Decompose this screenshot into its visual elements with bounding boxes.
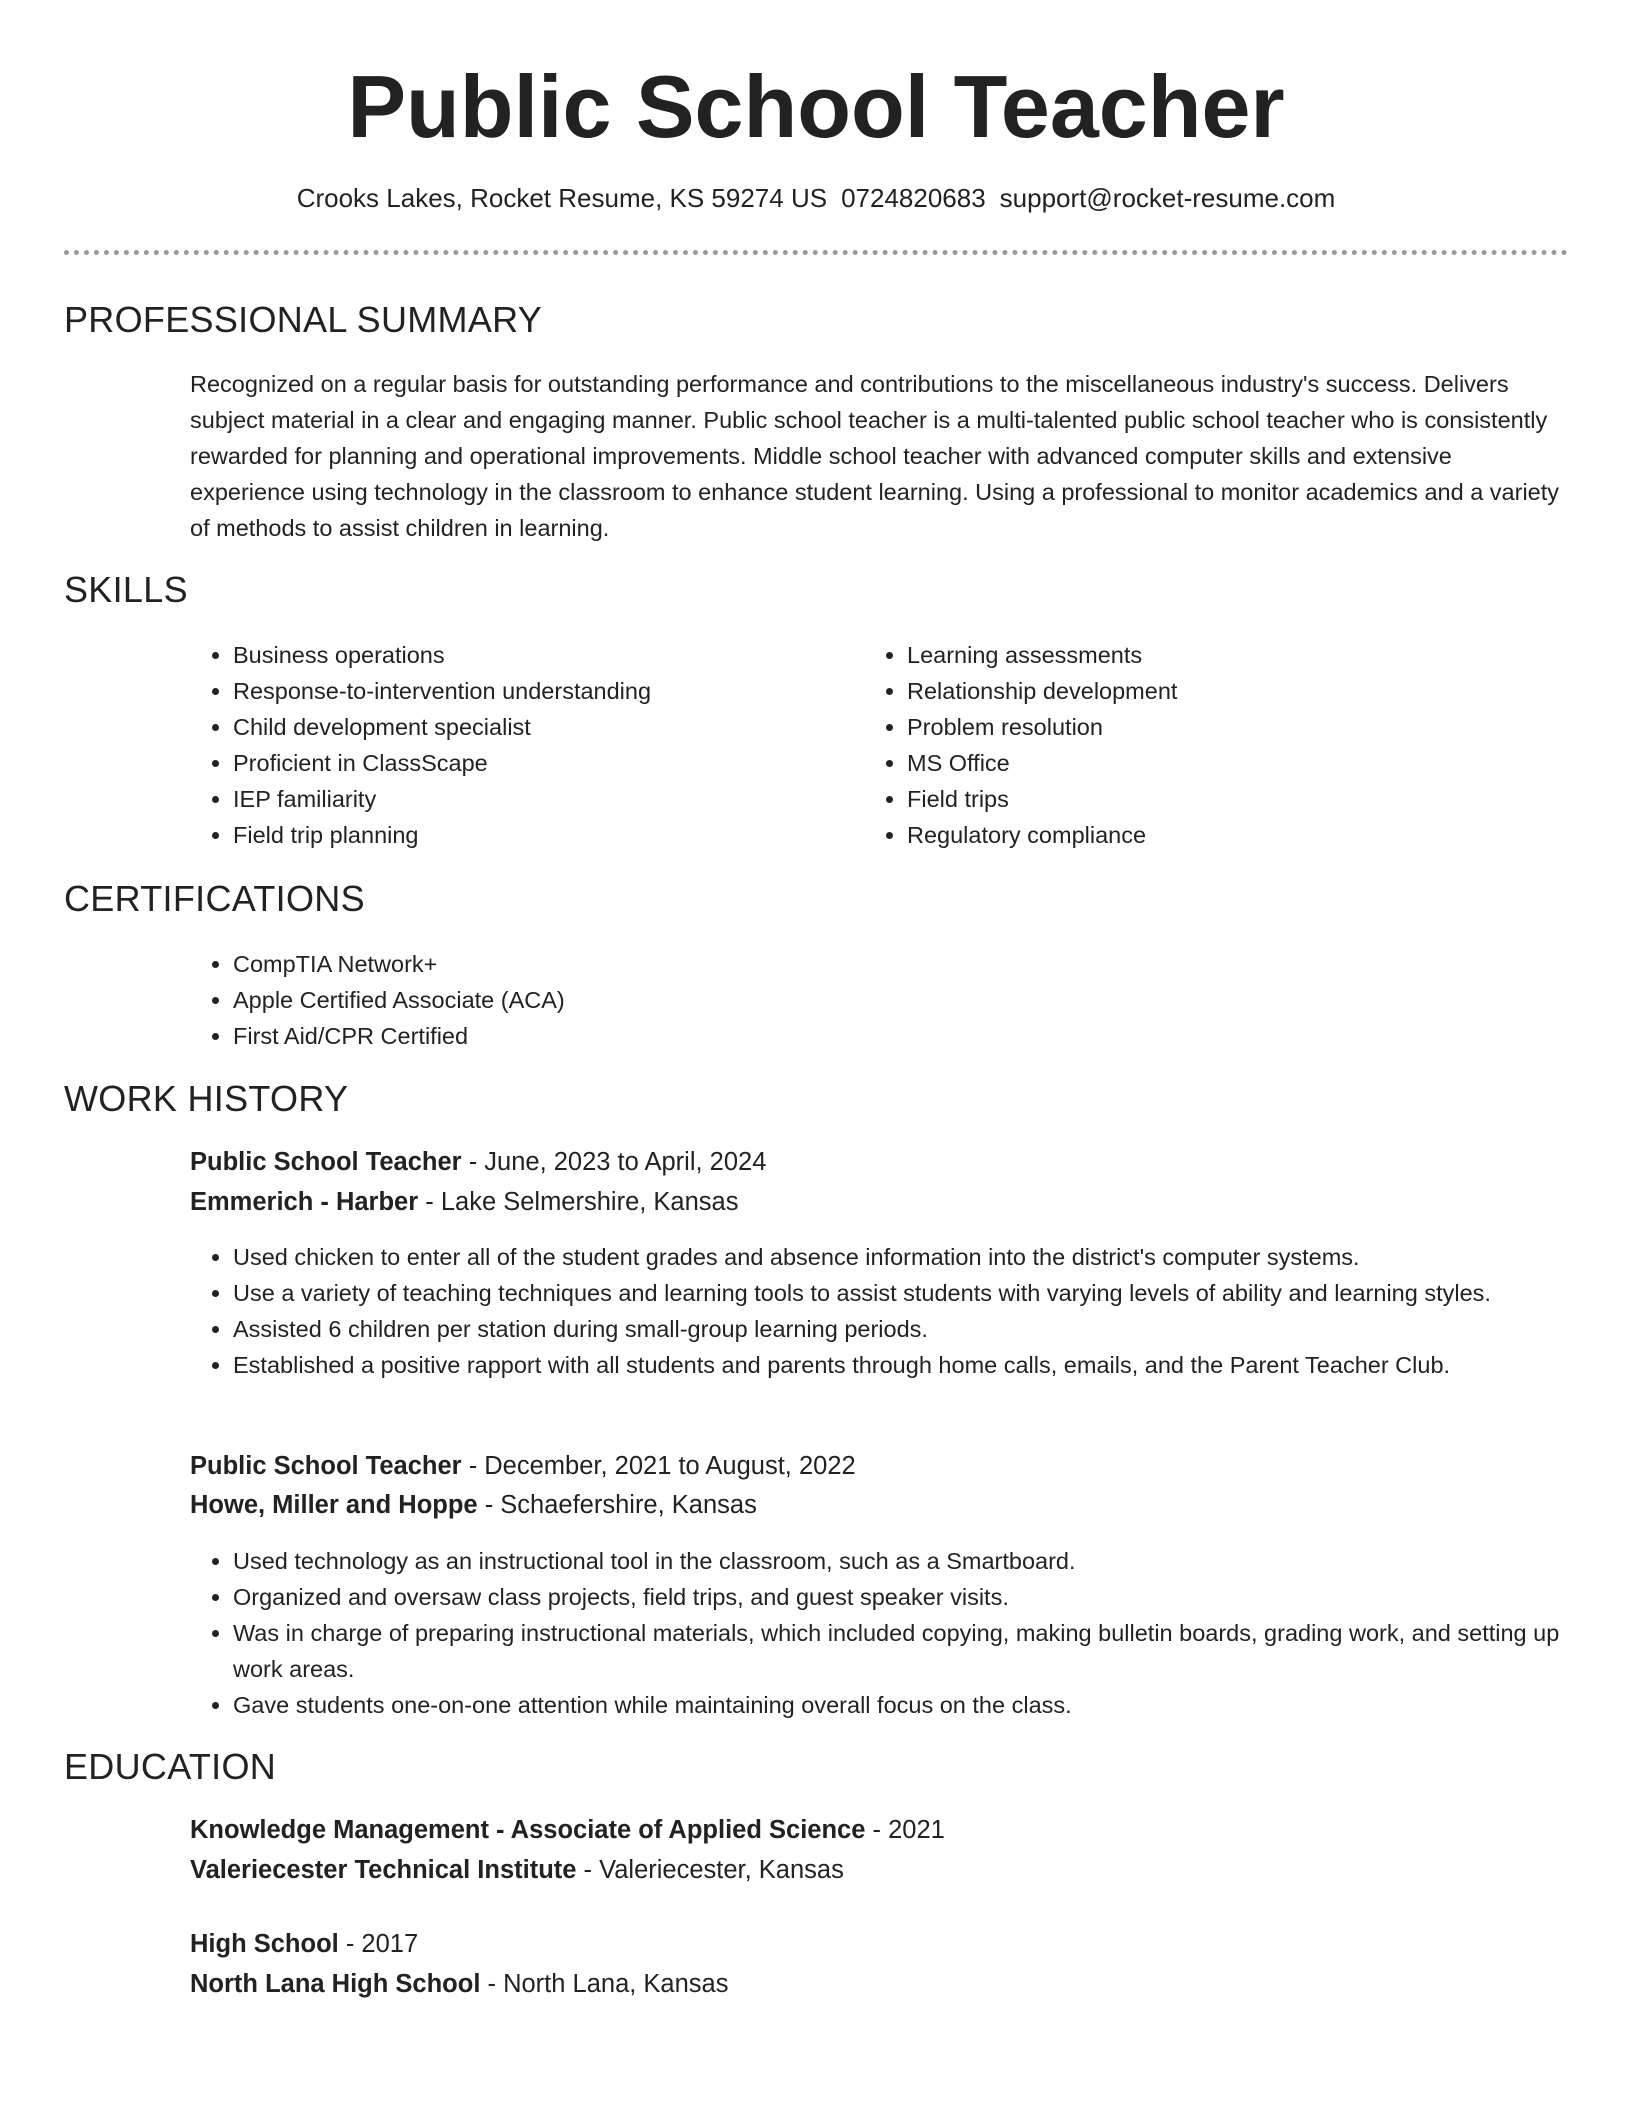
job-role: Public School Teacher [190, 1452, 462, 1480]
job-company-line [190, 1486, 757, 1524]
job-bullet: • Established a positive rapport with all students and parents through home calls, emails, and the Parent Teacher Club. [233, 1347, 1573, 1383]
skills-heading: SKILLS [64, 569, 188, 610]
header-divider [64, 250, 1568, 255]
skill-item: • Relationship development [907, 673, 1507, 709]
education-school: North Lana High School [190, 1970, 481, 1998]
job-bullet: • Used chicken to enter all of the student grades and absence information into the district's computer systems. [233, 1239, 1573, 1275]
skill-item: • Regulatory compliance [907, 817, 1507, 853]
education-year: - 2021 [865, 1816, 945, 1844]
candidate-name: Public School Teacher [347, 57, 1285, 156]
education-degree: High School [190, 1930, 339, 1958]
skill-item: • Problem resolution [907, 709, 1507, 745]
job-company-line [190, 1183, 738, 1221]
skill-item: • Field trip planning [233, 817, 833, 853]
job-bullet: • Gave students one-on-one attention while maintaining overall focus on the class. [233, 1687, 1573, 1723]
skill-item: • IEP familiarity [233, 781, 833, 817]
contact-email: support@rocket-resume.com [999, 183, 1336, 213]
job-location: - Lake Selmershire, Kansas [418, 1188, 739, 1216]
job-dates: - December, 2021 to August, 2022 [461, 1452, 856, 1480]
job-title-line [190, 1447, 856, 1485]
education-year: - 2017 [338, 1930, 419, 1958]
skills-list-left [190, 637, 833, 853]
skill-item: • Child development specialist [233, 709, 833, 745]
job-bullet: • Assisted 6 children per station during small-group learning periods. [233, 1311, 1573, 1347]
skills-list-right [864, 637, 1507, 853]
education-heading: EDUCATION [64, 1746, 277, 1787]
skill-item: • Learning assessments [907, 637, 1507, 673]
skill-item: • Field trips [907, 781, 1507, 817]
job-bullet: • Organized and oversaw class projects, field trips, and guest speaker visits. [233, 1579, 1573, 1615]
education-location: - Valeriecester, Kansas [576, 1856, 844, 1884]
job-bullets [190, 1543, 1573, 1723]
job-bullet: • Use a variety of teaching techniques and learning tools to assist students with varying levels of ability and learning styles. [233, 1275, 1573, 1311]
education-degree-line [190, 1925, 418, 1963]
summary-heading: PROFESSIONAL SUMMARY [64, 299, 543, 340]
job-bullet: • Was in charge of preparing instructional materials, which included copying, making bulletin boards, grading work, and setting up work areas. [233, 1615, 1573, 1687]
education-school-line [190, 1851, 844, 1889]
skill-item: • Business operations [233, 637, 833, 673]
skill-item: • Response-to-intervention understanding [233, 673, 833, 709]
job-role: Public School Teacher [190, 1148, 462, 1176]
job-company: Howe, Miller and Hoppe [190, 1491, 478, 1519]
contact-address: Crooks Lakes, Rocket Resume, KS 59274 US [296, 183, 828, 213]
certification-item: • CompTIA Network+ [233, 946, 1233, 982]
job-bullets [190, 1239, 1573, 1383]
job-location: - Schaefershire, Kansas [477, 1491, 757, 1519]
job-bullet: • Used technology as an instructional tool in the classroom, such as a Smartboard. [233, 1543, 1573, 1579]
education-school: Valeriecester Technical Institute [190, 1856, 577, 1884]
work-history-heading: WORK HISTORY [64, 1078, 349, 1119]
certifications-heading: CERTIFICATIONS [64, 878, 365, 919]
education-degree-line [190, 1811, 945, 1849]
job-company: Emmerich - Harber [190, 1188, 419, 1216]
certification-item: • Apple Certified Associate (ACA) [233, 982, 1233, 1018]
contact-line [0, 180, 1632, 216]
summary-text: Recognized on a regular basis for outstanding performance and contributions to the miscellaneous industry's success. Delivers subject material in a clear and engaging manner. Public school teacher is a multi-talented public school teacher who is consistently rewarded for planning and operational improvements. Middle school teacher with advanced computer skills and extensive experience using technology in the classroom to enhance student learning. Using a professional to monitor academics and a variety of methods to assist children in learning. [190, 371, 1560, 541]
education-degree: Knowledge Management - Associate of Applied Science [190, 1816, 866, 1844]
certification-item: • First Aid/CPR Certified [233, 1018, 1233, 1054]
education-school-line [190, 1965, 728, 2003]
skill-item: • MS Office [907, 745, 1507, 781]
job-title-line [190, 1143, 766, 1181]
job-dates: - June, 2023 to April, 2024 [461, 1148, 767, 1176]
skill-item: • Proficient in ClassScape [233, 745, 833, 781]
education-location: - North Lana, Kansas [480, 1970, 729, 1998]
certifications-list [190, 946, 1233, 1054]
contact-phone: 0724820683 [841, 183, 986, 213]
